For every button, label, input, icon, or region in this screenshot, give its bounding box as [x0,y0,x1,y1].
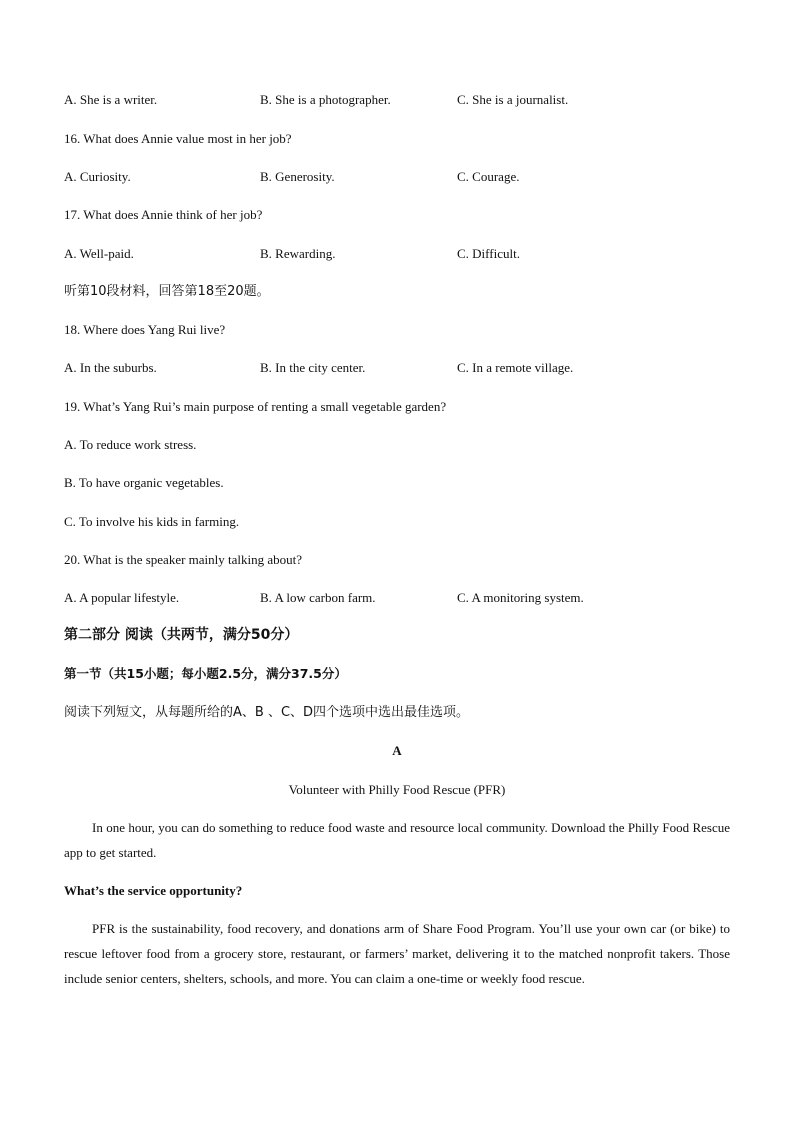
listening-instruction: 听第10段材料，回答第18至20题。 [64,284,270,299]
q15-option-b: B. She is a photographer. [260,92,391,107]
q18-option-c: C. In a remote village. [457,360,574,375]
q19-option-c: C. To involve his kids in farming. [64,514,240,529]
section1-heading: 第一节（共15小题；每小题2.5分，满分37.5分） [64,666,347,681]
q16-option-b: B. Generosity. [260,169,335,184]
passage-body: PFR is the sustainability, food recovery, and donations arm of Share Food Program. You’ll use your own car (or bike) to rescue leftover food from a grocery store, restaurant, or farmers’ market, delivering it to the matched nonprofit takers. Those include senior centers, shelters, schools, and more. You can claim a one-time or weekly food rescue. [64,921,730,986]
q20-question: 20. What is the speaker mainly talking about? [64,552,303,567]
q19-option-b: B. To have organic vegetables. [64,475,224,490]
q15-option-c: C. She is a journalist. [457,92,569,107]
q19-option-a: A. To reduce work stress. [64,437,197,452]
q17-option-b: B. Rewarding. [260,246,336,261]
q18-question: 18. Where does Yang Rui live? [64,322,226,337]
q18-option-b: B. In the city center. [260,360,366,375]
q16-question: 16. What does Annie value most in her job? [64,131,292,146]
q19-question: 19. What’s Yang Rui’s main purpose of renting a small vegetable garden? [64,399,447,414]
q15-option-a: A. She is a writer. [64,92,158,107]
part2-title: 第二部分 阅读（共两节，满分50分） [64,627,299,643]
q17-option-a: A. Well-paid. [64,246,134,261]
passage-subheading: What’s the service opportunity? [64,883,243,898]
q18-option-a: A. In the suburbs. [64,360,157,375]
passage-intro: In one hour, you can do something to reduce food waste and resource local community. Download the Philly Food Rescue app to get started. [64,820,730,860]
q20-option-a: A. A popular lifestyle. [64,590,180,605]
passage-title: Volunteer with Philly Food Rescue (PFR) [288,782,506,797]
q20-option-c: C. A monitoring system. [457,590,584,605]
reading-instruction: 阅读下列短文，从每题所给的A、B 、C、D四个选项中选出最佳选项。 [64,705,470,720]
q16-option-a: A. Curiosity. [64,169,131,184]
q17-question: 17. What does Annie think of her job? [64,207,263,222]
q16-option-c: C. Courage. [457,169,520,184]
q20-option-b: B. A low carbon farm. [260,590,376,605]
q17-option-c: C. Difficult. [457,246,520,261]
passage-label: A [392,743,402,758]
